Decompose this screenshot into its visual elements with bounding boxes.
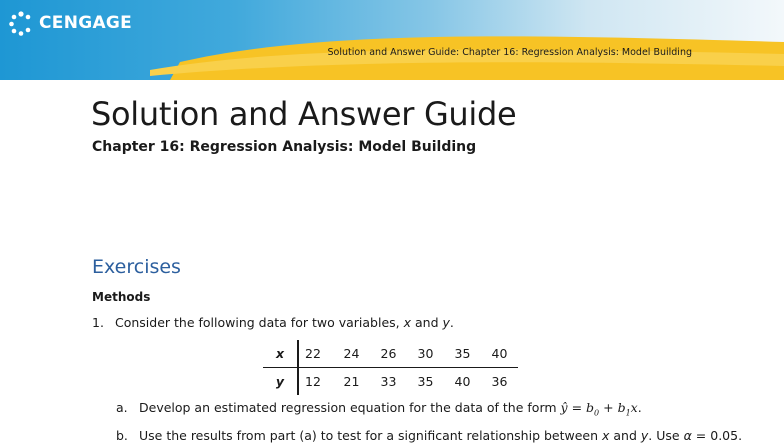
eq-end: . (637, 400, 642, 415)
table-cell: 35 (417, 374, 434, 389)
document-title: Solution and Answer Guide (91, 95, 517, 133)
part-b-text-mid: and (609, 428, 641, 443)
part-a-text: Develop an estimated regression equation for the data of the form (139, 400, 557, 415)
section-heading: Exercises (92, 256, 181, 278)
table-cell: 26 (370, 340, 407, 368)
part-a (116, 400, 642, 418)
part-b-var-x: x (602, 428, 610, 443)
question-number: 1. (92, 315, 104, 330)
section-subheading: Methods (92, 290, 151, 304)
running-head: Solution and Answer Guide: Chapter 16: Regression Analysis: Model Building (327, 47, 692, 58)
table-row (263, 368, 518, 396)
table-cell: 35 (444, 340, 481, 368)
document-subtitle: Chapter 16: Regression Analysis: Model Building (92, 139, 477, 155)
question-text-mid: and (411, 315, 443, 330)
part-b-var-y: y (640, 428, 649, 443)
question-text-after: . (449, 315, 454, 330)
eq-b0: b (586, 400, 595, 415)
table-cell: 33 (380, 374, 397, 389)
row-label: x (263, 340, 298, 368)
question-var-x: x (403, 315, 412, 330)
regression-equation (560, 400, 638, 418)
table-cell: 36 (491, 374, 508, 389)
part-letter: b. (116, 428, 128, 443)
data-table (263, 340, 518, 395)
table-row (263, 340, 518, 368)
question-text-before: Consider the following data for two variables, (115, 315, 404, 330)
eq-sub0: 0 (594, 408, 600, 418)
eq-b1: b (617, 400, 626, 415)
table-cell: 21 (343, 374, 360, 389)
eq-yhat: ŷ (560, 400, 568, 415)
part-letter: a. (116, 400, 128, 415)
part-b-text-after: . Use (648, 428, 684, 443)
eq-x: x (630, 400, 638, 415)
eq-sub1: 1 (625, 408, 631, 418)
question-var-y: y (442, 315, 450, 330)
cengage-logo-icon (8, 10, 34, 36)
table-cell: 12 (305, 374, 321, 389)
question-1 (92, 315, 454, 330)
table-cell: 30 (407, 340, 444, 368)
logo-text: CENGAGE (39, 13, 133, 33)
table-cell: 40 (454, 374, 471, 389)
part-b-text-before: Use the results from part (a) to test for a significant relationship between (139, 428, 603, 443)
part-b-alpha-value: = 0.05. (691, 428, 743, 443)
cengage-logo (8, 10, 132, 36)
row-label: y (263, 368, 298, 396)
eq-plus: + (599, 400, 618, 415)
part-b-alpha: α (683, 428, 692, 443)
table-cell: 22 (298, 340, 333, 368)
header-banner (0, 0, 784, 80)
eq-equals: = (567, 400, 587, 415)
table-cell: 24 (333, 340, 370, 368)
table-cell: 40 (481, 340, 518, 368)
